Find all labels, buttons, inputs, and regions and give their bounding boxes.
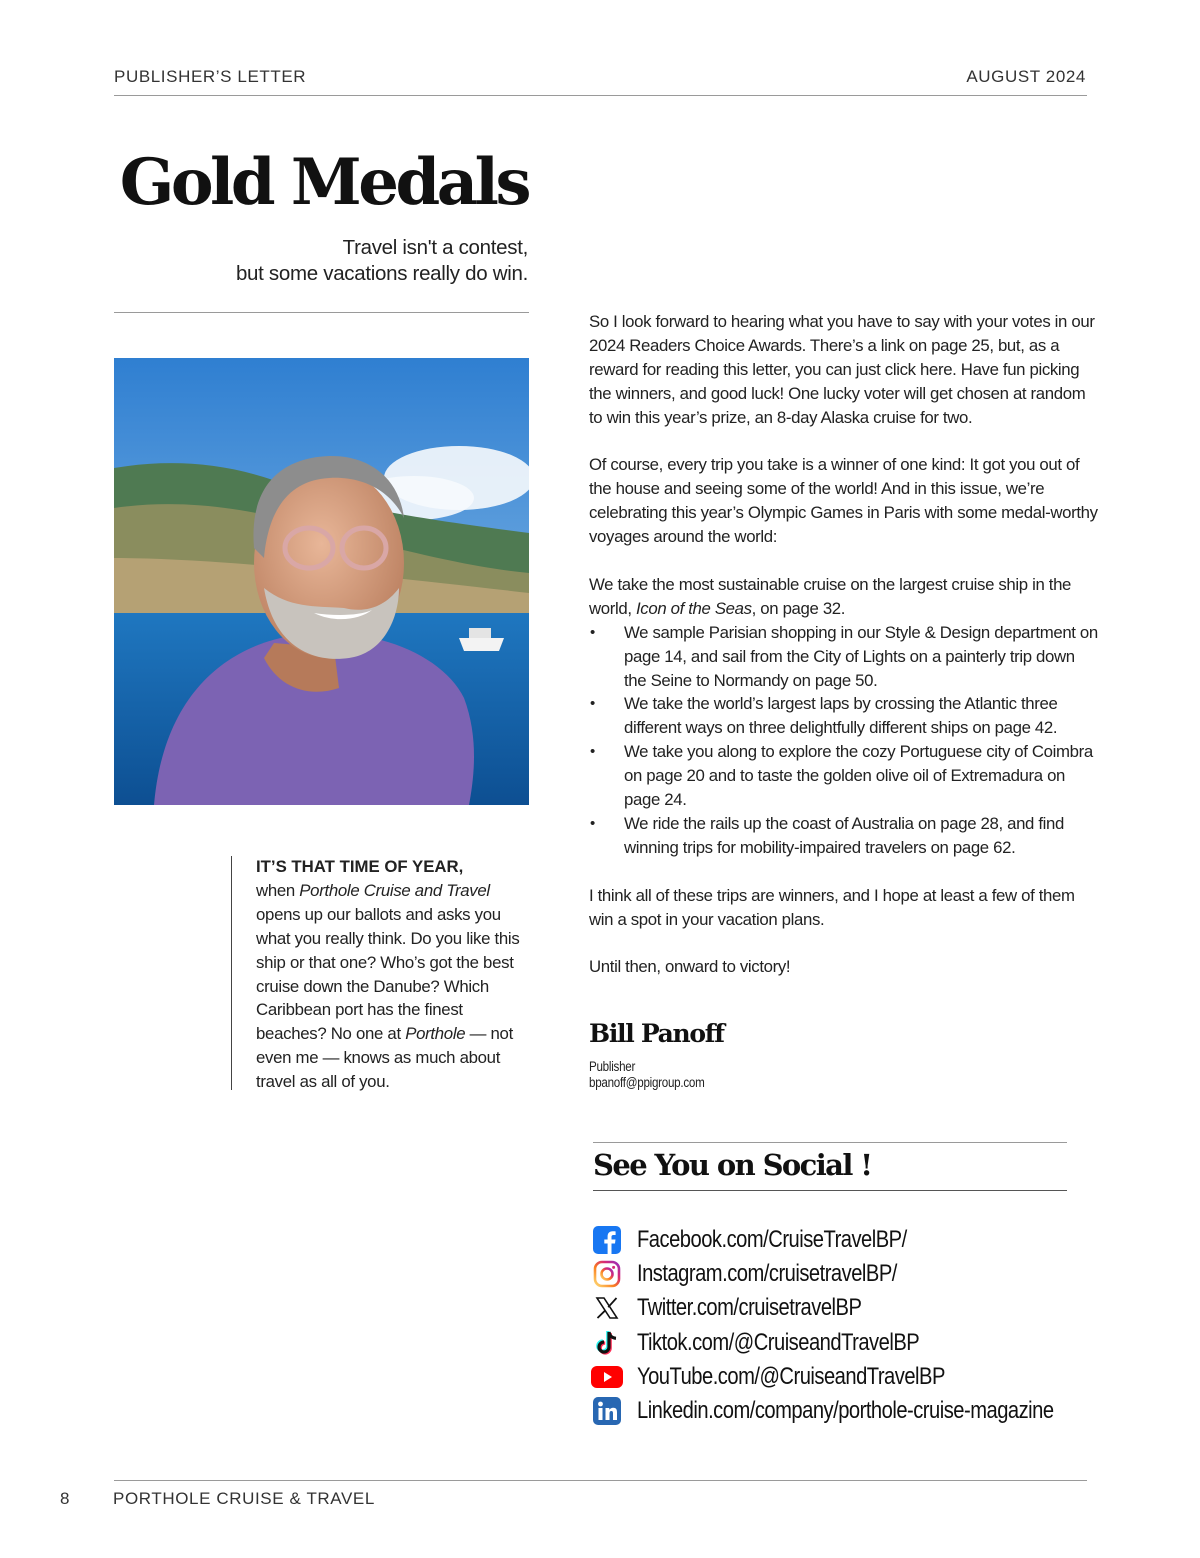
list-item: • We ride the rails up the coast of Australia on page 28, and find winning trips for mobility-impaired travelers on page 62. [589,812,1099,860]
pull-quote [231,856,531,1090]
signature-name: Bill Panoff [589,1019,724,1048]
instagram-icon [591,1258,623,1290]
section-label: PUBLISHER’S LETTER [114,67,307,86]
footer-magazine-name: PORTHOLE CRUISE & TRAVEL [113,1489,375,1508]
footer-divider [114,1480,1087,1481]
article-subtitle [114,235,528,287]
social-link-twitter[interactable] [591,1291,1133,1325]
facebook-link-text: Facebook.com/CruiseTravelBP/ [637,1226,907,1254]
list-item: • We take you along to explore the cozy Portuguese city of Coimbra on page 20 and to taste the golden olive oil of Extremadura on page 24. [589,740,1099,812]
body-paragraph-3-text-a: We take the most sustainable cruise on the largest cruise ship in the world, [589,574,1072,618]
subtitle-divider [114,312,529,313]
body-paragraph-3-text-b: , on page 32. [751,598,846,618]
pull-quote-text-2: opens up our ballots and asks you what you really think. Do you like this ship or that one? Who’s got the best cruise down the Danube? Which Caribbean port has the finest beaches? No one at [256,904,520,1044]
tiktok-link-text: Tiktok.com/@CruiseandTravelBP [637,1328,920,1356]
social-link-tiktok[interactable] [591,1326,1133,1360]
letter-body [589,310,1099,1003]
body-paragraph-5: Until then, onward to victory! [589,957,791,977]
body-paragraph-3 [589,573,1099,621]
pull-quote-text-3: — not even me — knows as much about travel as all of you. [256,1024,513,1092]
article-title: Gold Medals [119,145,528,220]
list-item: • We sample Parisian shopping in our Style & Design department on page 14, and sail from the City of Lights on a painterly trip down the Seine to Normandy on page 50. [589,621,1099,693]
instagram-link-text: Instagram.com/cruisetravelBP/ [637,1260,897,1288]
twitter-link-text: Twitter.com/cruisetravelBP [637,1294,862,1322]
social-heading: See You on Social ! [593,1148,872,1182]
body-paragraph-2: Of course, every trip you take is a winner of one kind: It got you out of the house and seeing some of the world! And in this issue, we’re celebrating this year’s Olympic Games in Paris with some medal-worthy voyages around the world: [589,455,1098,547]
page-number: 8 [60,1489,70,1508]
youtube-link-text: YouTube.com/@CruiseandTravelBP [637,1362,945,1390]
body-paragraph-4: I think all of these trips are winners, and I hope at least a few of them win a spot in your vacation plans. [589,885,1075,929]
social-link-linkedin[interactable] [591,1394,1133,1428]
linkedin-icon [591,1395,623,1427]
x-twitter-icon [591,1292,623,1324]
portrait-photo [114,358,529,805]
issue-date: AUGUST 2024 [966,67,1086,86]
publisher-photo [114,358,529,805]
subtitle-line-1: Travel isn't a contest, [342,236,528,259]
pull-quote-magazine: Porthole Cruise and Travel [299,880,490,900]
social-links [591,1223,1133,1428]
ship-name: Icon of the Seas [635,598,752,618]
pull-quote-magazine-short: Porthole [405,1024,466,1044]
youtube-icon [591,1361,623,1393]
highlights-list [589,621,1099,860]
social-divider-bottom [593,1190,1067,1191]
social-link-instagram[interactable] [591,1257,1133,1291]
pull-quote-lead: IT’S THAT TIME OF YEAR, [256,857,464,876]
signature-role: Publisher [589,1059,636,1074]
signature-email[interactable]: bpanoff@ppigroup.com [589,1075,705,1090]
facebook-icon [591,1224,623,1256]
pull-quote-text-1: when [256,880,300,900]
linkedin-link-text: Linkedin.com/company/porthole-cruise-magazine [637,1397,1054,1425]
body-paragraph-1: So I look forward to hearing what you have to say with your votes in our 2024 Readers Choice Awards. There’s a link on page 25, but, as a reward for reading this letter, you can just click here. Have fun picking the winners, and good luck! One lucky voter will get chosen at random to win this year’s prize, an 8-day Alaska cruise for two. [589,312,1095,427]
social-link-youtube[interactable] [591,1360,1133,1394]
list-item: • We take the world’s largest laps by crossing the Atlantic three different ways on three delightfully different ships on page 42. [589,692,1099,740]
social-divider-top [593,1142,1067,1143]
tiktok-icon [591,1327,623,1359]
header-divider [114,95,1087,96]
subtitle-line-2: but some vacations really do win. [235,262,528,285]
social-link-facebook[interactable] [591,1223,1133,1257]
